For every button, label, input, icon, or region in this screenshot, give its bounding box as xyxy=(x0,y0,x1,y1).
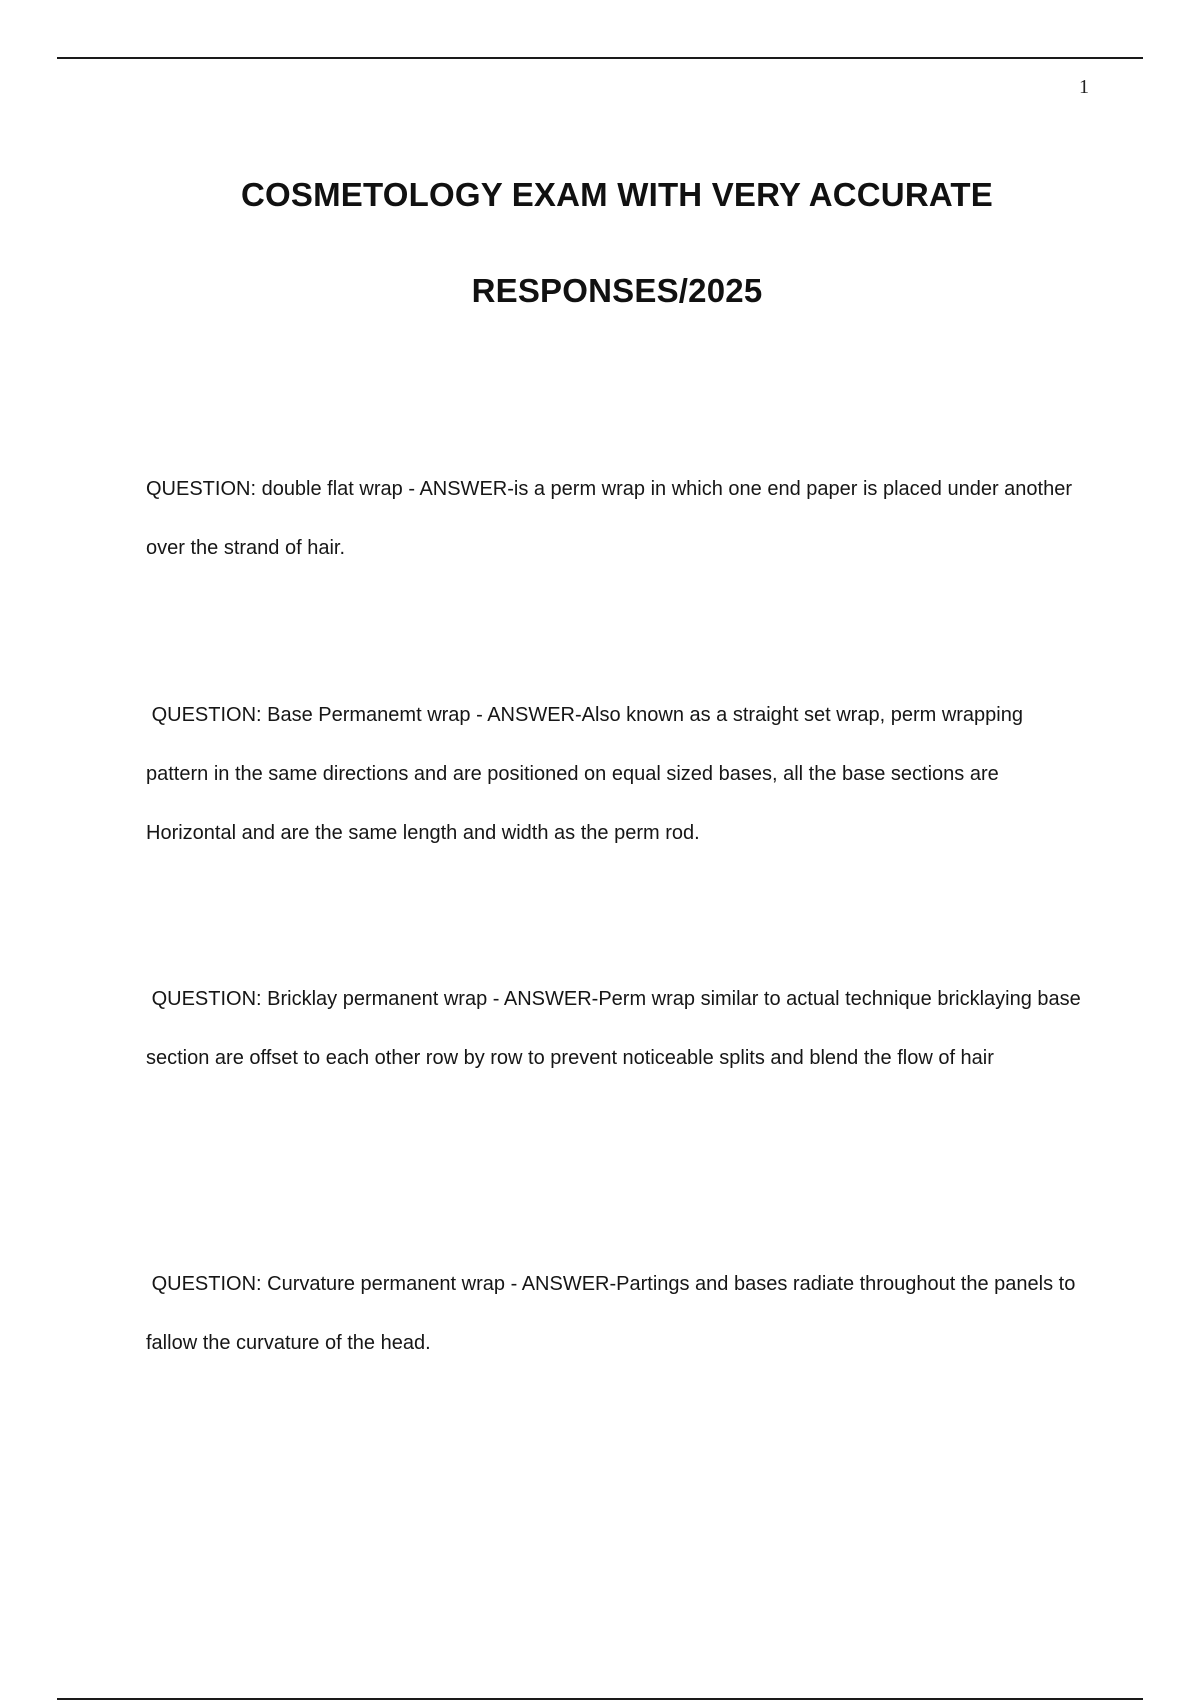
header-rule xyxy=(57,57,1143,59)
qa-entry-base-permanent-wrap: QUESTION: Base Permanemt wrap - ANSWER-Also known as a straight set wrap, perm wrapping pattern in the same directions and are positioned on equal sized bases, all the base sections are Horizontal and are the same length and width as the perm rod. xyxy=(146,704,1029,844)
document-title-line-2: RESPONSES/2025 xyxy=(471,272,763,309)
qa-entry-double-flat-wrap: QUESTION: double flat wrap - ANSWER-is a perm wrap in which one end paper is placed under another over the strand of hair. xyxy=(146,478,1078,559)
page-number: 1 xyxy=(1079,76,1089,98)
qa-entry-curvature-permanent-wrap: QUESTION: Curvature permanent wrap - ANSWER-Partings and bases radiate throughout the panels to fallow the curvature of the head. xyxy=(146,1273,1081,1354)
document-title-line-1: COSMETOLOGY EXAM WITH VERY ACCURATE xyxy=(241,176,993,213)
qa-entry-bricklay-permanent-wrap: QUESTION: Bricklay permanent wrap - ANSWER-Perm wrap similar to actual technique bricklaying base section are offset to each other row by row to prevent noticeable splits and blend the flow of hair xyxy=(146,988,1087,1069)
